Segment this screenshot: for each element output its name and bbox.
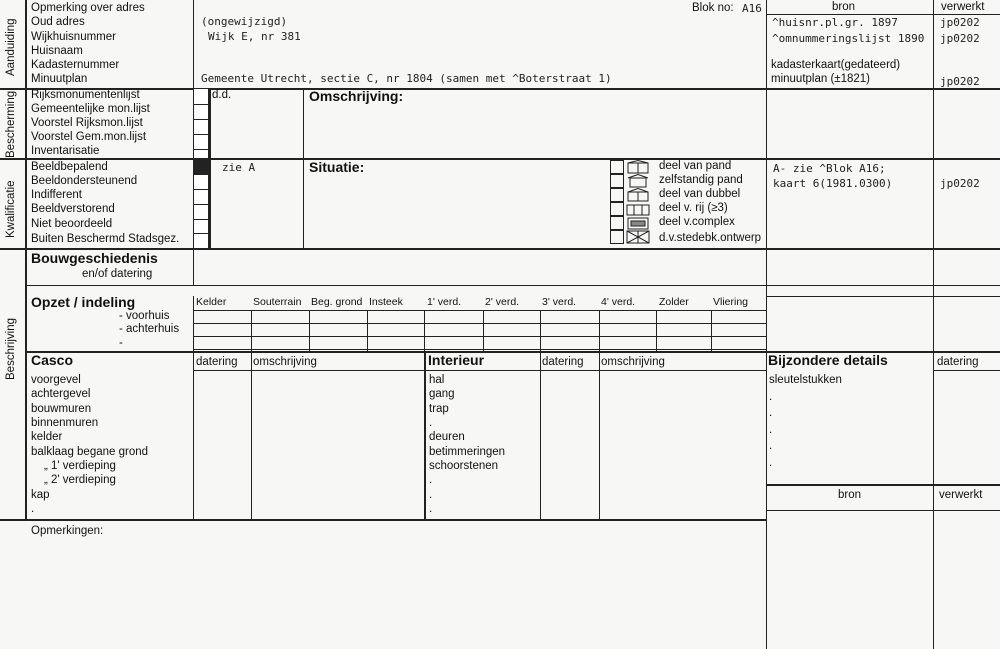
opzet-col-kelder: Kelder bbox=[196, 296, 227, 308]
bijzondere-bron: bron bbox=[838, 489, 862, 501]
bijzondere-item-dot-5: . bbox=[769, 457, 773, 469]
deel-van-pand-icon bbox=[626, 160, 650, 174]
aanduiding-verwerkt-3: jp0202 bbox=[940, 75, 980, 88]
checkbox-inventarisatie[interactable] bbox=[193, 149, 209, 159]
aanduiding-bron-1: ^huisnr.pl.gr. 1897 bbox=[772, 16, 898, 29]
casco-title: Casco bbox=[31, 352, 74, 368]
option-deel-van-dubbel: deel van dubbel bbox=[659, 188, 741, 200]
opzet-col-zolder: Zolder bbox=[659, 296, 689, 308]
checkbox-beeldverstorend[interactable] bbox=[193, 204, 209, 220]
bijzondere-item-dot-3: . bbox=[769, 424, 773, 436]
casco-item-voorgevel: voorgevel bbox=[31, 374, 81, 386]
label-wijkhuisnummer: Wijkhuisnummer bbox=[31, 31, 116, 43]
label-inventarisatie: Inventarisatie bbox=[31, 145, 100, 157]
aanduiding-verwerkt-2: jp0202 bbox=[940, 32, 980, 45]
aanduiding-verwerkt-1: jp0202 bbox=[940, 16, 980, 29]
checkbox-deel-v-complex[interactable] bbox=[610, 216, 624, 230]
checkbox-zelfstandig-pand[interactable] bbox=[610, 174, 624, 188]
opzet-col-beg-grond: Beg. grond bbox=[311, 296, 363, 308]
label-beeldbepalend: Beeldbepalend bbox=[31, 161, 108, 173]
interieur-item-dot-3: . bbox=[429, 489, 433, 501]
opzet-col-souterrain: Souterrain bbox=[253, 296, 302, 308]
situatie-label: Situatie: bbox=[309, 159, 365, 175]
label-huisnaam: Huisnaam bbox=[31, 45, 83, 57]
deel-v-rij-icon bbox=[626, 202, 650, 216]
casco-item-achtergevel: achtergevel bbox=[31, 388, 91, 400]
aanduiding-bron-4: minuutplan (±1821) bbox=[771, 73, 871, 85]
opzet-col-vliering: Vliering bbox=[713, 296, 749, 308]
bijzondere-title: Bijzondere details bbox=[768, 352, 888, 368]
label-minuutplan: Minuutplan bbox=[31, 73, 88, 85]
interieur-item-schoorstenen: schoorstenen bbox=[429, 460, 499, 472]
interieur-item-dot-4: . bbox=[429, 503, 433, 515]
kwalificatie-verwerkt: jp0202 bbox=[940, 177, 980, 190]
opzet-title: Opzet / indeling bbox=[31, 294, 136, 310]
kwalificatie-value: zie A bbox=[222, 161, 256, 174]
zelfstandig-pand-icon bbox=[626, 174, 650, 188]
deel-v-complex-icon bbox=[626, 216, 650, 230]
kwalificatie-bron-2: kaart 6(1981.0300) bbox=[773, 177, 893, 190]
bouwgeschiedenis-sub: en/of datering bbox=[82, 268, 153, 280]
interieur-item-dot-2: . bbox=[429, 474, 433, 486]
label-niet-beoordeeld: Niet beoordeeld bbox=[31, 218, 113, 230]
casco-item-1-verdieping: „ 1' verdieping bbox=[44, 460, 116, 472]
stedebk-ontwerp-icon bbox=[626, 230, 650, 244]
option-deel-v-complex: deel v.complex bbox=[659, 216, 735, 228]
casco-item-kelder: kelder bbox=[31, 431, 63, 443]
label-opmerking-adres: Opmerking over adres bbox=[31, 2, 145, 14]
aanduiding-bron-3: kadasterkaart(gedateerd) bbox=[771, 59, 901, 71]
label-kadasternummer: Kadasternummer bbox=[31, 59, 120, 71]
bouwgeschiedenis-title: Bouwgeschiedenis bbox=[31, 250, 158, 266]
option-deel-van-pand: deel van pand bbox=[659, 160, 732, 172]
casco-item-binnenmuren: binnenmuren bbox=[31, 417, 99, 429]
checkbox-rijksmonumentenlijst[interactable] bbox=[193, 88, 209, 105]
label-buiten-beschermd: Buiten Beschermd Stadsgez. bbox=[31, 233, 180, 245]
interieur-item-hal: hal bbox=[429, 374, 445, 386]
label-indifferent: Indifferent bbox=[31, 189, 82, 201]
bijzondere-item-dot-2: . bbox=[769, 407, 773, 419]
opzet-col-insteek: Insteek bbox=[369, 296, 403, 308]
deel-van-dubbel-icon bbox=[626, 188, 650, 202]
checkbox-beeldbepalend[interactable] bbox=[193, 159, 209, 175]
interieur-item-deuren: deuren bbox=[429, 431, 465, 443]
interieur-datering: datering bbox=[542, 356, 584, 368]
checkbox-voorstel-rijksmon[interactable] bbox=[193, 119, 209, 135]
interieur-item-gang: gang bbox=[429, 388, 455, 400]
casco-item-dot: . bbox=[31, 503, 35, 515]
casco-item-kap: kap bbox=[31, 489, 50, 501]
checkbox-indifferent[interactable] bbox=[193, 189, 209, 205]
bijzondere-verwerkt: verwerkt bbox=[939, 489, 983, 501]
casco-item-2-verdieping: „ 2' verdieping bbox=[44, 474, 116, 486]
interieur-omschrijving: omschrijving bbox=[601, 356, 665, 368]
opzet-row-achterhuis: - achterhuis bbox=[119, 323, 180, 335]
opzet-row-blank: - bbox=[119, 337, 123, 349]
checkbox-deel-van-dubbel[interactable] bbox=[610, 188, 624, 202]
label-beeldverstorend: Beeldverstorend bbox=[31, 203, 115, 215]
casco-datering: datering bbox=[196, 356, 238, 368]
interieur-item-dot-1: . bbox=[429, 417, 433, 429]
blok-value: A16 bbox=[742, 2, 762, 15]
interieur-item-trap: trap bbox=[429, 403, 449, 415]
opzet-row-voorhuis: - voorhuis bbox=[119, 310, 170, 322]
casco-item-bouwmuren: bouwmuren bbox=[31, 403, 92, 415]
aanduiding-bron-2: ^omnummeringslijst 1890 bbox=[772, 32, 925, 45]
label-voorstel-rijksmon: Voorstel Rijksmon.lijst bbox=[31, 117, 143, 129]
oud-adres-value: (ongewijzigd) bbox=[201, 15, 288, 28]
option-zelfstandig-pand: zelfstandig pand bbox=[659, 174, 743, 186]
kwalificatie-bron-1: A- zie ^Blok A16; bbox=[773, 162, 886, 175]
verwerkt-header: verwerkt bbox=[941, 1, 985, 13]
section-label-kwalificatie: Kwalificatie bbox=[5, 180, 17, 238]
opzet-col-3-verd: 3' verd. bbox=[542, 296, 577, 308]
opmerkingen-label: Opmerkingen: bbox=[31, 525, 104, 537]
interieur-title: Interieur bbox=[428, 352, 485, 368]
section-label-aanduiding: Aanduiding bbox=[5, 18, 17, 76]
label-oud-adres: Oud adres bbox=[31, 16, 85, 28]
bijzondere-item-dot-4: . bbox=[769, 440, 773, 452]
checkbox-voorstel-gemmon[interactable] bbox=[193, 134, 209, 150]
section-label-beschrijving: Beschrijving bbox=[5, 318, 17, 380]
opzet-col-4-verd: 4' verd. bbox=[601, 296, 636, 308]
bijzondere-datering: datering bbox=[937, 356, 979, 368]
checkbox-beeldondersteunend[interactable] bbox=[193, 174, 209, 190]
bijzondere-item-sleutelstukken: sleutelstukken bbox=[769, 374, 842, 386]
label-voorstel-gemmon: Voorstel Gem.mon.lijst bbox=[31, 131, 147, 143]
omschrijving-label: Omschrijving: bbox=[309, 88, 404, 104]
section-label-bescherming: Bescherming bbox=[5, 90, 17, 158]
casco-omschrijving: omschrijving bbox=[253, 356, 317, 368]
dd-label: d.d. bbox=[212, 89, 232, 101]
opzet-col-1-verd: 1' verd. bbox=[427, 296, 462, 308]
option-stedebk-ontwerp: d.v.stedebk.ontwerp bbox=[659, 232, 762, 244]
interieur-item-betimmeringen: betimmeringen bbox=[429, 446, 506, 458]
label-rijksmonumentenlijst: Rijksmonumentenlijst bbox=[31, 89, 140, 101]
opzet-col-2-verd: 2' verd. bbox=[485, 296, 520, 308]
checkbox-stedebk-ontwerp[interactable] bbox=[610, 230, 624, 244]
label-gemeentelijke-mon-lijst: Gemeentelijke mon.lijst bbox=[31, 103, 150, 115]
wijkhuisnummer-value: Wijk E, nr 381 bbox=[208, 30, 301, 43]
option-deel-v-rij: deel v. rij (≥3) bbox=[659, 202, 728, 214]
blok-label: Blok no: bbox=[692, 2, 734, 14]
casco-item-balklaag: balklaag begane grond bbox=[31, 446, 149, 458]
checkbox-deel-v-rij[interactable] bbox=[610, 202, 624, 216]
bron-header: bron bbox=[832, 1, 856, 13]
bijzondere-item-dot-1: . bbox=[769, 391, 773, 403]
checkbox-deel-van-pand[interactable] bbox=[610, 160, 624, 174]
checkbox-gemeentelijke-mon-lijst[interactable] bbox=[193, 104, 209, 120]
label-beeldondersteunend: Beeldondersteunend bbox=[31, 175, 138, 187]
checkbox-buiten-beschermd[interactable] bbox=[193, 233, 209, 249]
minuutplan-value: Gemeente Utrecht, sectie C, nr 1804 (samen met ^Boterstraat 1) bbox=[201, 72, 612, 85]
